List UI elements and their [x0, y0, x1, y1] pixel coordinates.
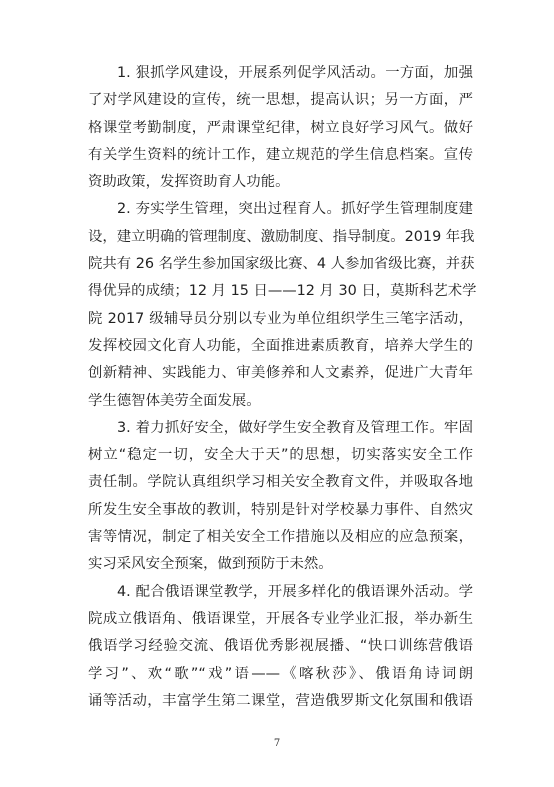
paragraph-4 [88, 579, 473, 715]
text-line: 俄语学习经验交流、俄语优秀影视展播、“快口训练营俄语 [88, 638, 473, 655]
paragraph-1 [88, 60, 473, 196]
text-line: 院共有 26 名学生参加国家级比赛、4 人参加省级比赛，并获 [88, 256, 475, 273]
text-line: 格课堂考勤制度，严肃课堂纪律，树立良好学习风气。做好 [88, 119, 473, 136]
text-line: 创新精神、实践能力、审美修养和人文素养，促进广大青年 [88, 365, 473, 382]
text-line: 有关学生资料的统计工作，建立规范的学生信息档案。宣传 [88, 146, 473, 163]
text-line: 害等情况，制定了相关安全工作措施以及相应的应急预案， [88, 529, 473, 546]
text-line: 得优异的成绩；12 月 15 日——12 月 30 日，莫斯科艺术学 [88, 283, 477, 300]
text-line: 4. 配合俄语课堂教学，开展多样化的俄语课外活动。学 [117, 583, 473, 600]
text-line: 所发生安全事故的教训，特别是针对学校暴力事件、自然灾 [88, 501, 473, 518]
paragraph-3 [88, 415, 473, 579]
page-number: 7 [273, 738, 281, 749]
document-body [88, 60, 477, 715]
text-line: 3. 着力抓好安全，做好学生安全教育及管理工作。牢固 [117, 419, 473, 436]
paragraph-2 [88, 196, 477, 414]
text-line: 院 2017 级辅导员分别以专业为单位组织学生三笔字活动， [88, 310, 473, 327]
text-line: 树立“稳定一切，安全大于天”的思想，切实落实安全工作 [88, 447, 473, 464]
text-line: 2. 夯实学生管理，突出过程育人。抓好学生管理制度建 [117, 201, 473, 218]
text-line: 责任制。学院认真组织学习相关安全教育文件，并吸取各地 [88, 474, 473, 491]
text-line: 学生德智体美劳全面发展。 [88, 392, 261, 409]
text-line: 院成立俄语角、俄语课堂，开展各专业学业汇报，举办新生 [88, 610, 473, 627]
text-line: 了对学风建设的宣传，统一思想，提高认识；另一方面，严 [88, 92, 473, 109]
text-line: 学习”、欢“歌”“戏”语——《喀秋莎》、俄语角诗词朗 [88, 665, 473, 682]
text-line: 1. 狠抓学风建设，开展系列促学风活动。一方面，加强 [117, 65, 473, 81]
text-line: 实习采风安全预案，做到预防于未然。 [88, 556, 333, 573]
text-line: 诵等活动，丰富学生第二课堂，营造俄罗斯文化氛围和俄语 [88, 692, 473, 709]
text-line: 发挥校园文化育人功能，全面推进素质教育，培养大学生的 [88, 337, 473, 354]
text-line: 资助政策，发挥资助育人功能。 [88, 174, 290, 191]
text-line: 设，建立明确的管理制度、激励制度、指导制度。2019 年我 [88, 228, 475, 245]
